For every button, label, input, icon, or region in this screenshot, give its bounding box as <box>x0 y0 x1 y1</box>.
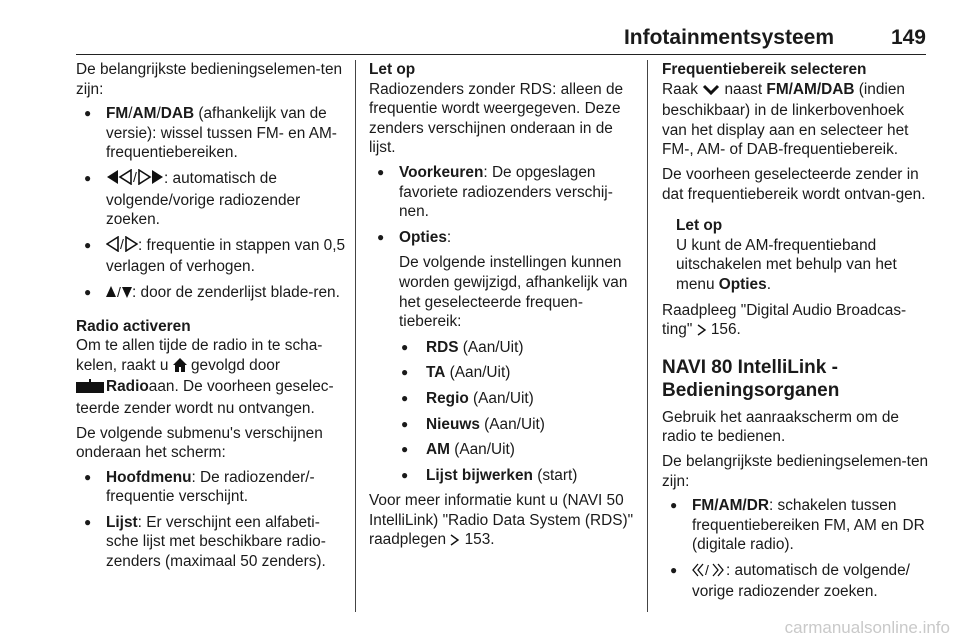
paragraph <box>662 301 930 342</box>
list-item-text: : automatisch de volgende/vorige radiozender zoeken. <box>106 169 301 229</box>
list-item <box>76 104 346 163</box>
options-list <box>369 338 639 486</box>
svg-text:/: ● / <box>120 235 124 252</box>
text: aan. De voorheen geselec-teerde zender wordt nu ontvangen. <box>76 378 334 417</box>
list-item <box>369 163 639 222</box>
home-icon <box>173 358 187 378</box>
option-label: RDS <box>426 338 459 356</box>
paragraph <box>662 80 930 160</box>
list-item <box>76 236 346 277</box>
option-label: AM <box>426 441 450 459</box>
controls-list <box>76 104 346 304</box>
paragraph: Gebruik het aanraakscherm om de radio te bedienen. <box>662 408 899 446</box>
option-value: (start) <box>532 466 578 484</box>
list-item <box>369 338 639 358</box>
list-item <box>76 513 346 572</box>
svg-text:/: ● / <box>117 284 121 299</box>
list-item <box>76 283 346 305</box>
list-item-text: : De radiozender/-frequentie verschijnt. <box>106 468 315 506</box>
header-title: Infotainmentsysteem <box>623 26 834 49</box>
chevron-down-icon <box>702 82 720 102</box>
text: Voor meer informatie kunt u (NAVI 50 IntelliLink) "Radio Data System (RDS)" raadplegen <box>369 492 634 549</box>
fm-label: FM <box>106 105 129 123</box>
text: U kunt de AM-frequentieband uitschakelen met behulp van het menu <box>676 236 897 293</box>
list-item-text: : Er verschijnt een alfabeti-sche lijst met beschikbare radio-zenders (maximaal 50 zenders). <box>106 513 326 571</box>
prev-next-filled-icon <box>106 169 164 191</box>
list-item <box>76 169 346 230</box>
column-3 <box>662 60 930 608</box>
option-value: (Aan/Uit) <box>445 364 511 382</box>
list-item <box>369 228 639 332</box>
submenu-label: Opties <box>399 228 447 246</box>
svg-text:/: ● / <box>133 168 137 185</box>
submenu-label: Lijst <box>106 513 138 531</box>
list-item <box>662 496 930 555</box>
list-item-text: : De opgeslagen favoriete radiozenders verschij-nen. <box>399 163 613 221</box>
section-heading: Frequentiebereik selecteren <box>662 61 867 78</box>
list-item-text: (afhankelijk van de versie): wissel tussen FM- en AM-frequentiebereiken. <box>106 105 337 162</box>
text: Raadpleeg "Digital Audio Broadcas-ting" <box>662 301 907 339</box>
dab-label: DAB <box>160 105 195 123</box>
option-label: Lijst bijwerken <box>426 466 533 484</box>
am-label: AM <box>132 105 157 123</box>
paragraph: De voorheen geselecteerde zender in dat frequentiebereik wordt ontvan-gen. <box>662 165 926 203</box>
section-heading: Radio activeren <box>76 317 191 335</box>
list-item <box>369 389 639 409</box>
paragraph <box>369 491 639 552</box>
intro-text: De belangrijkste bedieningselemen-ten zijn: <box>76 61 343 98</box>
page-header <box>76 20 926 55</box>
option-label: Regio <box>426 389 469 407</box>
page-number: 149 <box>890 26 926 49</box>
column-divider <box>647 60 648 612</box>
submenu-list <box>76 468 346 572</box>
submenu-label: Voorkeuren <box>399 163 484 181</box>
separator: / <box>156 105 161 123</box>
list-item <box>662 561 930 602</box>
note-text: Radiozenders zonder RDS: alleen de frequentie wordt weergegeven. Deze zenders verschijnen onderaan in de lijst. <box>369 80 624 157</box>
list-item <box>369 363 639 383</box>
text: . <box>766 275 771 293</box>
separator: / <box>128 105 133 123</box>
column-2 <box>369 60 639 557</box>
page-ref: 153. <box>460 531 495 549</box>
column-divider <box>355 60 356 612</box>
text: Raak <box>662 80 703 98</box>
list-item-text: : door de zenderlijst blade-ren. <box>132 283 340 301</box>
radio-label: Radio <box>106 378 149 396</box>
submenu-list <box>369 163 639 332</box>
section-heading: NAVI 80 IntelliLink - Bedieningsorganen <box>662 356 840 401</box>
list-item <box>369 440 639 460</box>
controls-list <box>662 496 930 602</box>
double-chevron-icon <box>692 563 726 583</box>
list-item-text: : schakelen tussen frequentiebereiken FM, AM en DR (digitale radio). <box>692 497 925 554</box>
option-label: TA <box>426 364 446 382</box>
list-item <box>76 468 346 507</box>
note-text <box>676 236 930 295</box>
prev-next-outline-icon <box>106 236 138 258</box>
list-item-text: : frequentie in stappen van 0,5 verlagen of verhogen. <box>106 236 346 276</box>
note-heading: Let op <box>369 61 416 78</box>
text: Om te allen tijde de radio in te scha-kelen, raakt u <box>76 337 323 374</box>
option-value: (Aan/Uit) <box>458 338 524 356</box>
option-value: (Aan/Uit) <box>449 441 515 459</box>
submenu-label: Hoofdmenu <box>106 468 192 486</box>
text: (indien beschikbaar) in de linkerbovenhoek van het display aan en selecteer het FM-, AM- of DAB-frequentiebereik. <box>662 80 909 159</box>
band-label: FM/AM/DR <box>692 497 769 515</box>
list-item-text: : automatisch de volgende/ vorige radiozender zoeken. <box>692 561 910 601</box>
list-item <box>369 415 639 435</box>
radio-icon <box>76 379 106 399</box>
svg-text:/: ● / <box>705 562 709 577</box>
text: gevolgd door <box>186 356 280 374</box>
option-value: (Aan/Uit) <box>479 415 545 433</box>
list-item <box>369 466 639 486</box>
options-text: De volgende instellingen kunnen worden gewijzigd, afhankelijk van het geselecteerde frequen-tiebereik: <box>399 254 628 331</box>
page-ref: 156. <box>706 321 741 339</box>
paragraph: De volgende submenu's verschijnen onderaan het scherm: <box>76 424 323 462</box>
page-ref-icon <box>450 532 460 552</box>
band-label: FM/AM/DAB <box>766 80 855 98</box>
note-heading: Let op <box>676 217 723 235</box>
paragraph: De belangrijkste bedieningselemen-ten zijn: <box>662 452 929 490</box>
options-label: Opties <box>718 275 767 293</box>
paragraph <box>76 336 346 418</box>
option-value: (Aan/Uit) <box>468 389 534 407</box>
text: : <box>446 228 452 246</box>
column-1 <box>76 60 346 578</box>
text: naast <box>720 80 767 98</box>
watermark: carmanualsonline.info <box>784 618 950 637</box>
up-down-arrow-icon <box>106 285 132 305</box>
page-ref-icon <box>697 322 707 342</box>
option-label: Nieuws <box>426 415 480 433</box>
